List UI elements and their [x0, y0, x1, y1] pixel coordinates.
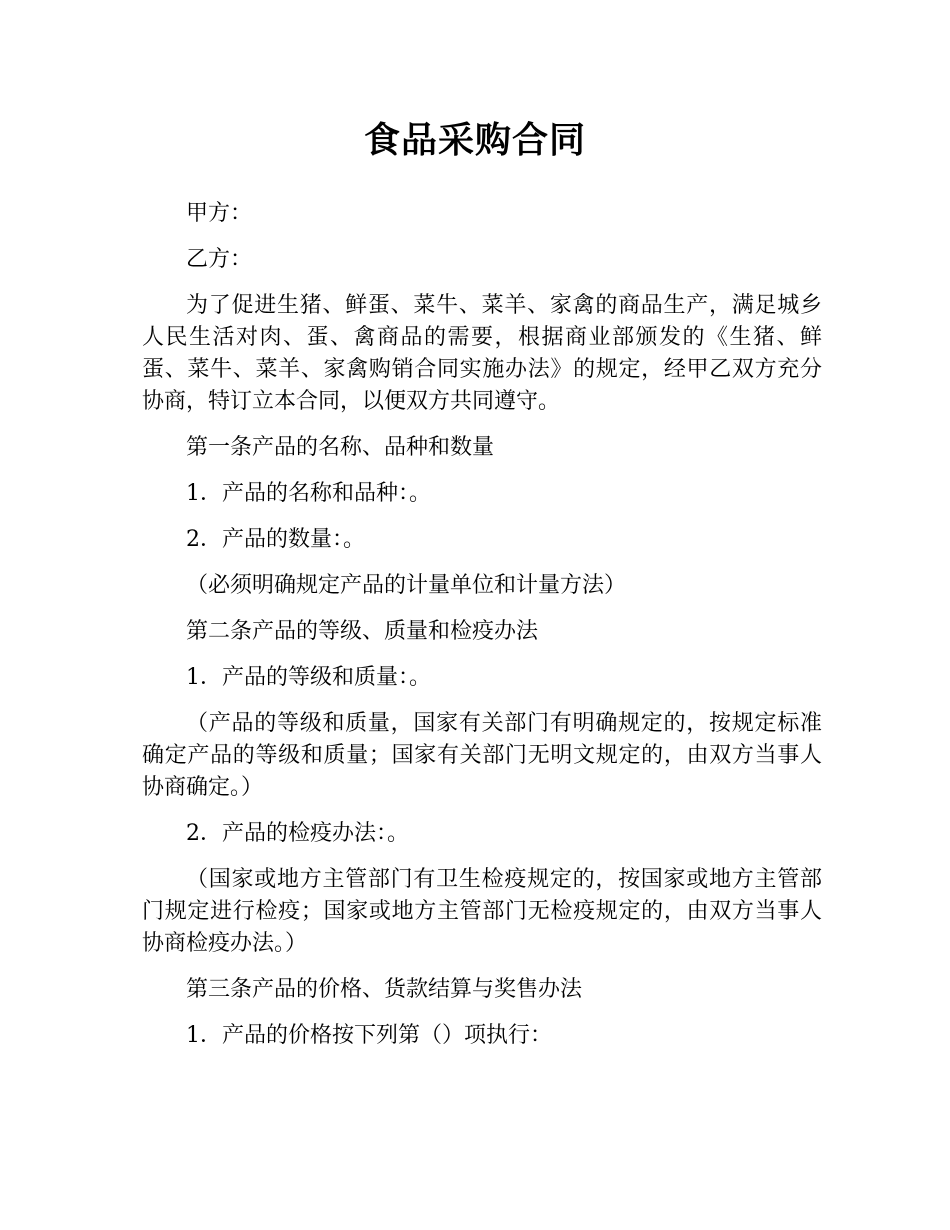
article-1-item-1: 1．产品的名称和品种：。 — [186, 481, 431, 506]
article-2-item-1: 1．产品的等级和质量：。 — [186, 665, 431, 690]
article-3-item-1: 1．产品的价格按下列第（）项执行： — [186, 1023, 552, 1048]
article-2-note-2: （国家或地方主管部门有卫生检疫规定的，按国家或地方主管部门规定进行检疫；国家或地方主管部门无检疫规定的，由双方当事人协商检疫办法。） — [142, 867, 822, 956]
document-title: 食品采购合同 — [363, 120, 586, 161]
preamble-paragraph: 为了促进生猪、鲜蛋、菜牛、菜羊、家禽的商品生产，满足城乡人民生活对肉、蛋、禽商品的需要，根据商业部颁发的《生猪、鲜蛋、菜牛、菜羊、家禽购销合同实施办法》的规定，经甲乙双方充分协商，特订立本合同，以便双方共同遵守。 — [142, 293, 822, 414]
document-body — [142, 198, 822, 1066]
party-b-line: 乙方： — [186, 247, 253, 272]
article-2-heading: 第二条产品的等级、质量和检疫办法 — [186, 619, 539, 644]
article-1-note: （必须明确规定产品的计量单位和计量方法） — [186, 573, 627, 598]
party-a-line: 甲方： — [186, 201, 253, 226]
article-1-item-2: 2．产品的数量：。 — [186, 527, 365, 552]
article-3-heading: 第三条产品的价格、货款结算与奖售办法 — [186, 977, 583, 1002]
article-1-heading: 第一条产品的名称、品种和数量 — [186, 435, 495, 460]
article-2-note-1: （产品的等级和质量，国家有关部门有明确规定的，按规定标准确定产品的等级和质量；国家有关部门无明文规定的，由双方当事人协商确定。） — [142, 711, 822, 800]
article-2-item-2: 2．产品的检疫办法：。 — [186, 821, 409, 846]
